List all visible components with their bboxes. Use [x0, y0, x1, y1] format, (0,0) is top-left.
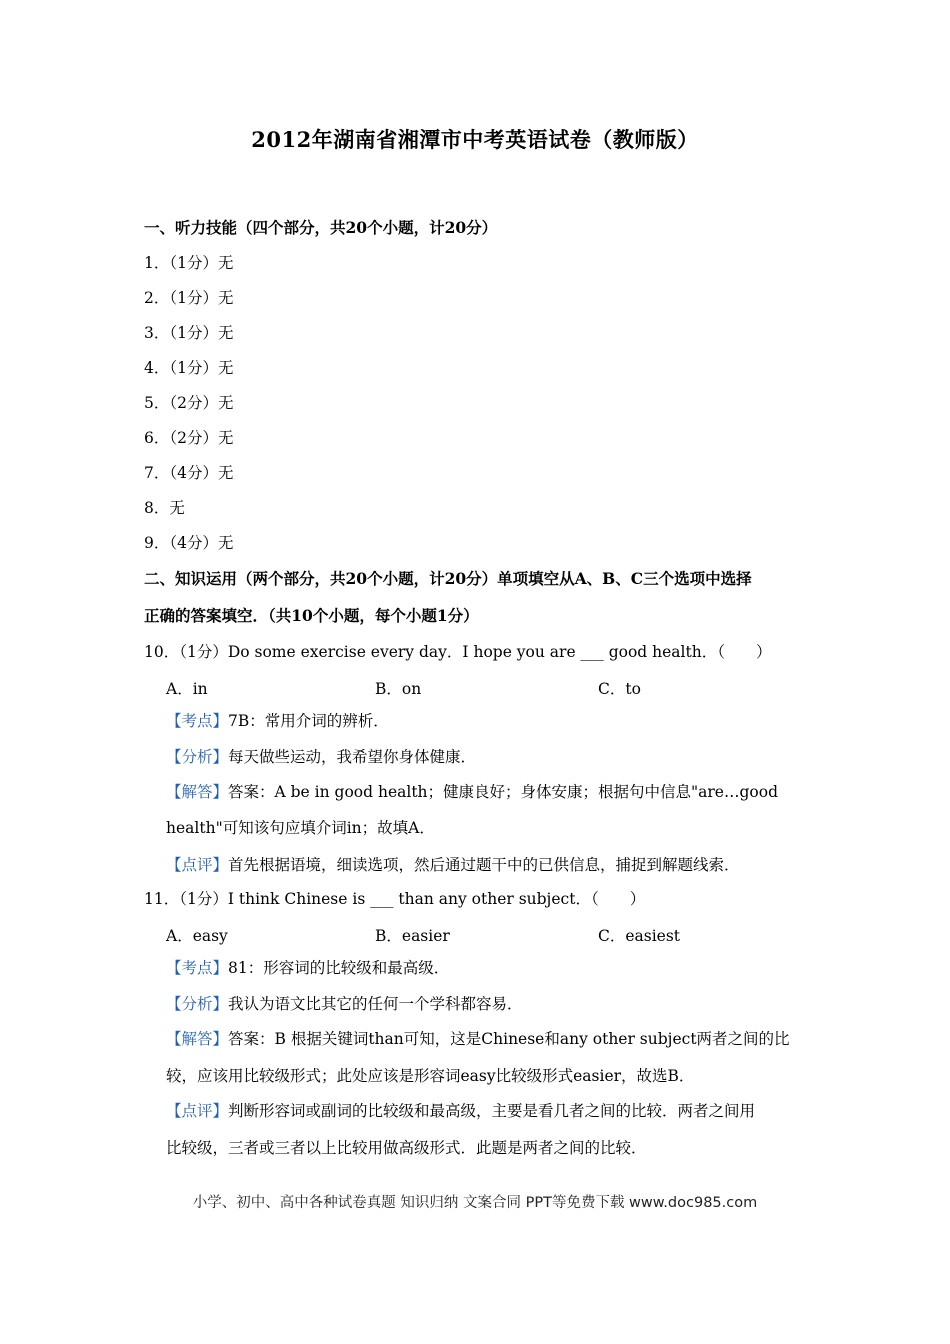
page-title: 2012年湖南省湘潭市中考英语试卷（教师版）: [251, 127, 699, 152]
q10-jieda-cont: health"可知该句应填介词in；故填A．: [166, 819, 435, 837]
q11-option-c: C．easiest: [598, 927, 681, 945]
dianping-tag: 【点评】: [166, 856, 229, 874]
q11-jieda: [166, 1029, 790, 1049]
list-item: 2．（1分）无: [144, 289, 234, 307]
section1-heading: 一、听力技能（四个部分，共20个小题，计20分）: [144, 218, 498, 237]
q11-option-b: B．easier: [375, 927, 450, 945]
list-item: 5．（2分）无: [144, 394, 234, 412]
list-item: 9．（4分）无: [144, 534, 234, 552]
section2-heading-cont: 正确的答案填空．（共10个小题，每个小题1分）: [144, 606, 479, 625]
kaodian-text: 7B：常用介词的辨析．: [228, 712, 389, 730]
q10-option-c: C．to: [598, 680, 641, 698]
fenxi-text: 我认为语文比其它的任何一个学科都容易．: [228, 995, 523, 1013]
list-item: 1．（1分）无: [144, 254, 234, 272]
list-item: 3．（1分）无: [144, 324, 234, 342]
jieda-tag: 【解答】: [166, 783, 229, 801]
q10-dianping: [166, 855, 740, 875]
q11-dianping-cont: 比较级，三者或三者以上比较用做高级形式．此题是两者之间的比较．: [166, 1139, 647, 1157]
q10-option-a: A．in: [166, 680, 208, 698]
jieda-text: 答案：A be in good health；健康良好；身体安康；根据句中信息"are…good: [228, 783, 778, 801]
list-item: 7．（4分）无: [144, 464, 234, 482]
q10-option-b: B．on: [375, 680, 422, 698]
q11-jieda-cont: 较，应该用比较级形式；此处应该是形容词easy比较级形式easier，故选B．: [166, 1067, 695, 1085]
fenxi-tag: 【分析】: [166, 748, 229, 766]
dianping-text: 判断形容词或副词的比较级和最高级，主要是看几者之间的比较．两者之间用: [228, 1102, 756, 1120]
section2-heading: 二、知识运用（两个部分，共20个小题，计20分）单项填空从A、B、C三个选项中选择: [144, 569, 752, 588]
question-10-stem: 10．（1分）Do some exercise every day．I hope you are ___ good health．（ ）: [144, 643, 772, 661]
q11-option-a: A．easy: [166, 927, 228, 945]
jieda-tag: 【解答】: [166, 1030, 229, 1048]
question-11-stem: 11．（1分）I think Chinese is ___ than any other subject．（ ）: [144, 890, 646, 908]
list-item: 4．（1分）无: [144, 359, 234, 377]
list-item: 8．无: [144, 499, 185, 517]
fenxi-text: 每天做些运动，我希望你身体健康．: [228, 748, 477, 766]
q11-kaodian: [166, 958, 449, 978]
q10-kaodian: [166, 711, 389, 731]
kaodian-text: 81：形容词的比较级和最高级．: [228, 959, 450, 977]
list-item: 6．（2分）无: [144, 429, 234, 447]
dianping-tag: 【点评】: [166, 1102, 229, 1120]
q11-dianping: [166, 1101, 755, 1121]
q10-jieda: [166, 782, 778, 802]
kaodian-tag: 【考点】: [166, 712, 229, 730]
page-footer: 小学、初中、高中各种试卷真题 知识归纳 文案合同 PPT等免费下载 www.doc985.com: [192, 1195, 758, 1211]
q11-fenxi: [166, 994, 523, 1014]
q10-fenxi: [166, 747, 476, 767]
kaodian-tag: 【考点】: [166, 959, 229, 977]
dianping-text: 首先根据语境，细读选项，然后通过题干中的已供信息，捕捉到解题线索．: [228, 856, 740, 874]
fenxi-tag: 【分析】: [166, 995, 229, 1013]
jieda-text: 答案：B 根据关键词than可知，这是Chinese和any other subject两者之间的比: [228, 1030, 790, 1048]
